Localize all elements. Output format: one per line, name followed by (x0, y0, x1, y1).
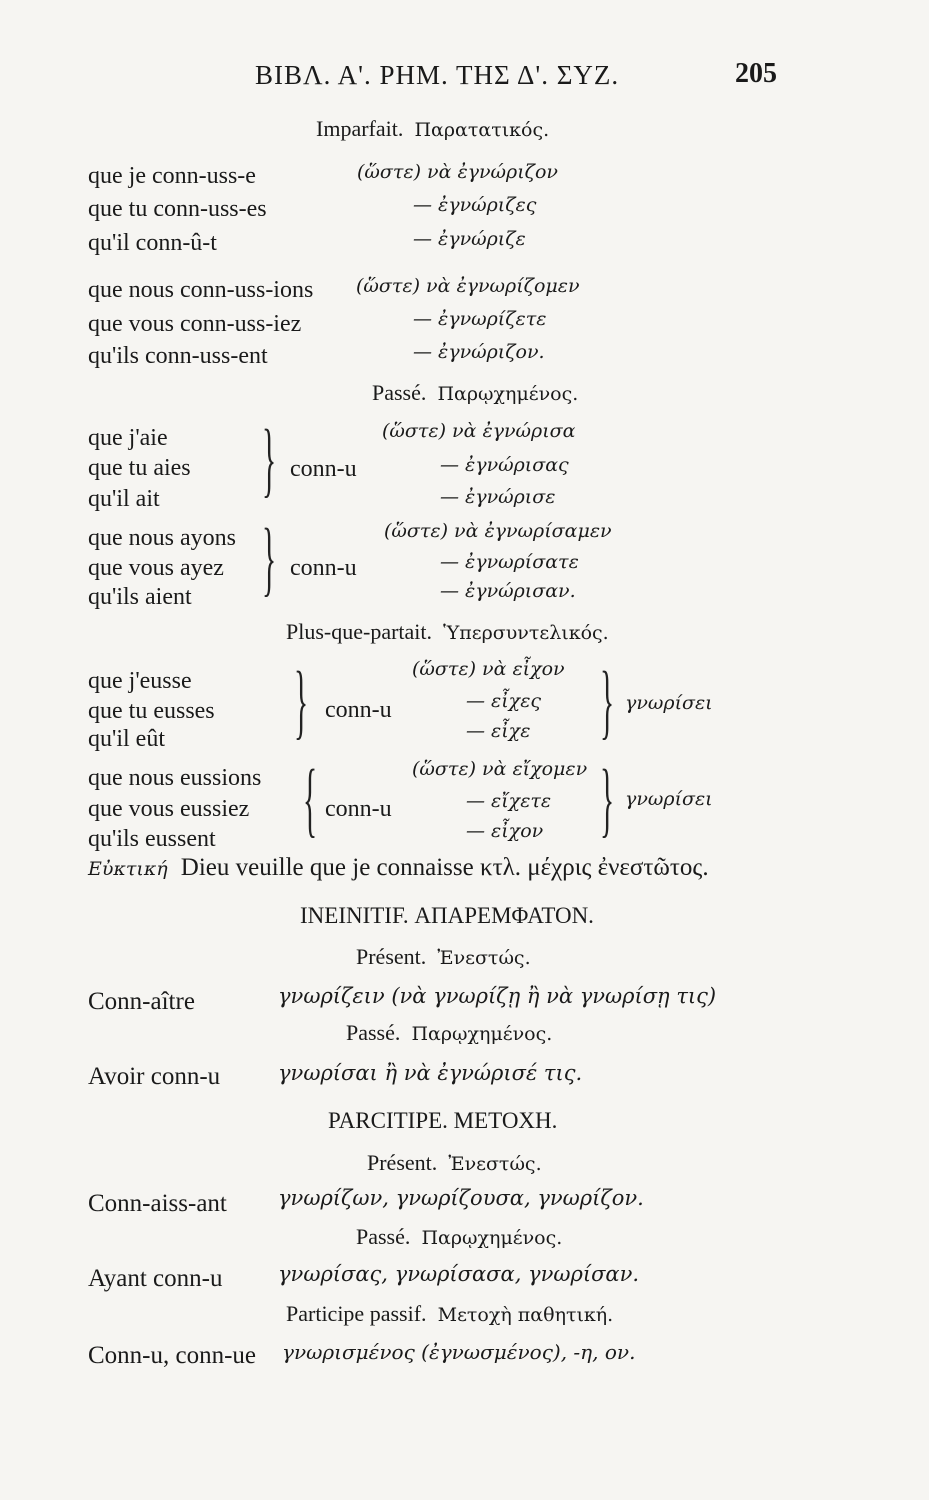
infinitive-gr: γνωρίζειν (νὰ γνωρίζῃ ἢ νὰ γνωρίσῃ τις) (278, 984, 717, 1008)
infinitive-fr: Conn-aître (88, 988, 195, 1015)
conjugation-gr: — εἴχετε (466, 790, 552, 812)
conjugation-fr: que je conn-uss-e (88, 163, 256, 189)
right-brace: } (600, 655, 615, 748)
conjugation-gr: (ὥστε) νὰ ἐγνωρίσαμεν (384, 520, 612, 542)
euktike-line (88, 854, 709, 882)
infinitif-present-heading (356, 944, 531, 970)
conjugation-gr: (ὥστε) νὰ ἐγνώριζον (357, 161, 558, 183)
conjugation-gr: — εἶχον (466, 820, 544, 842)
conjugation-gr: (ὥστε) νὰ εἶχον (412, 658, 565, 680)
right-brace: } (262, 413, 277, 506)
right-brace: } (262, 512, 277, 605)
participle-label: conn-u (325, 796, 392, 822)
participle-label: conn-u (325, 697, 392, 723)
passe-heading-fr: Passé. (372, 380, 427, 405)
infinitif-passe-heading (346, 1020, 552, 1046)
conjugation-gr: γνωρίσει (625, 692, 713, 714)
conjugation-fr: que nous ayons (88, 525, 236, 551)
participle-gr: γνωρίσας, γνωρίσασα, γνωρίσαν. (278, 1262, 640, 1286)
participe-heading: PARCITIPE. ΜΕΤΟΧΗ. (328, 1108, 558, 1133)
participle-fr: Conn-u, conn-ue (88, 1342, 257, 1369)
passe-heading (372, 380, 578, 406)
conjugation-fr: qu'ils conn-uss-ent (88, 343, 268, 369)
euktike-text: Dieu veuille que je connaisse κτλ. μέχρις ἐνεστῶτος. (180, 854, 709, 881)
conjugation-gr: — ἐγνώρισας (440, 454, 569, 476)
participle-gr: γνωρίζων, γνωρίζουσα, γνωρίζον. (278, 1186, 644, 1210)
left-brace: { (303, 753, 318, 846)
right-brace: } (294, 655, 309, 748)
conjugation-gr: — εἶχε (466, 720, 531, 742)
conjugation-gr: (ὥστε) νὰ ἐγνώρισα (382, 420, 576, 442)
imparfait-heading-gr: Παρατατικός. (414, 119, 550, 141)
conjugation-fr: que tu aies (88, 455, 191, 481)
passe-heading-gr: Παρῳχημένος. (421, 1227, 563, 1249)
conjugation-gr: — εἶχες (466, 690, 542, 712)
conjugation-fr: que j'aie (88, 425, 168, 451)
participle-fr: Ayant conn-u (88, 1265, 223, 1292)
participle-fr: Conn-aiss-ant (88, 1190, 227, 1217)
passe-heading-fr: Passé. (346, 1020, 401, 1045)
conjugation-fr: qu'il eût (88, 726, 165, 752)
plusque-heading-gr: Ὑπερσυντελικός. (443, 622, 609, 644)
conjugation-fr: que vous eussiez (88, 796, 250, 822)
page-number: 205 (735, 58, 777, 89)
conjugation-gr: — ἐγνώριζον. (413, 341, 545, 363)
conjugation-gr: — ἐγνώρισαν. (440, 580, 576, 602)
conjugation-gr: — ἐγνωρίσατε (440, 551, 579, 573)
present-heading-gr: Ἐνεστώς. (448, 1153, 542, 1175)
conjugation-fr: qu'il ait (88, 486, 160, 512)
conjugation-fr: que nous eussions (88, 765, 262, 791)
conjugation-fr: que tu conn-uss-es (88, 196, 267, 222)
participe-present-heading (367, 1150, 542, 1176)
passif-heading-fr: Participe passif. (286, 1301, 427, 1326)
participle-gr: γνωρισμένος (ἐγνωσμένος), -η, ον. (282, 1340, 636, 1364)
conjugation-fr: que tu eusses (88, 698, 215, 724)
conjugation-gr: — ἐγνώριζε (413, 228, 526, 250)
conjugation-gr: γνωρίσει (625, 788, 713, 810)
running-header: BIBΛ. Α'. ΡΗΜ. ΤΗΣ Δ'. ΣΥΖ. (255, 60, 620, 90)
plusque-heading-fr: Plus-que-partait. (286, 619, 433, 644)
passe-heading-gr: Παρῳχημένος. (411, 1023, 553, 1045)
infinitive-fr: Avoir conn-u (88, 1063, 221, 1090)
conjugation-fr: que j'eusse (88, 668, 192, 694)
conjugation-fr: que nous conn-uss-ions (88, 277, 314, 303)
present-heading-gr: Ἐνεστώς. (437, 947, 531, 969)
imparfait-heading-fr: Imparfait. (316, 116, 404, 141)
conjugation-gr: — ἐγνώρισε (440, 486, 556, 508)
imparfait-heading (316, 116, 549, 142)
euktike-label: Εὐκτική (88, 858, 168, 880)
infinitif-heading: INEINITIF. ΑΠΑΡΕΜΦΑΤΟΝ. (300, 903, 594, 928)
right-brace: } (600, 753, 615, 846)
plusque-heading (286, 619, 609, 645)
conjugation-gr: (ὥστε) νὰ εἴχομεν (412, 758, 588, 780)
participe-passe-heading (356, 1224, 562, 1250)
conjugation-fr: que vous conn-uss-iez (88, 311, 302, 337)
participe-passif-heading (286, 1301, 613, 1327)
conjugation-fr: qu'ils aient (88, 584, 192, 610)
participle-label: conn-u (290, 555, 357, 581)
conjugation-fr: qu'il conn-û-t (88, 230, 217, 256)
present-heading-fr: Présent. (356, 944, 427, 969)
passif-heading-gr: Μετοχὴ παθητική. (437, 1304, 614, 1326)
conjugation-fr: que vous ayez (88, 555, 224, 581)
participle-label: conn-u (290, 456, 357, 482)
conjugation-gr: — ἐγνώριζες (413, 194, 537, 216)
infinitive-gr: γνωρίσαι ἢ νὰ ἐγνώρισέ τις. (278, 1061, 583, 1085)
conjugation-gr: (ὥστε) νὰ ἐγνωρίζομεν (356, 275, 580, 297)
passe-heading-gr: Παρῳχημένος. (437, 383, 579, 405)
conjugation-fr: qu'ils eussent (88, 826, 216, 852)
passe-heading-fr: Passé. (356, 1224, 411, 1249)
conjugation-gr: — ἐγνωρίζετε (413, 308, 547, 330)
present-heading-fr: Présent. (367, 1150, 438, 1175)
